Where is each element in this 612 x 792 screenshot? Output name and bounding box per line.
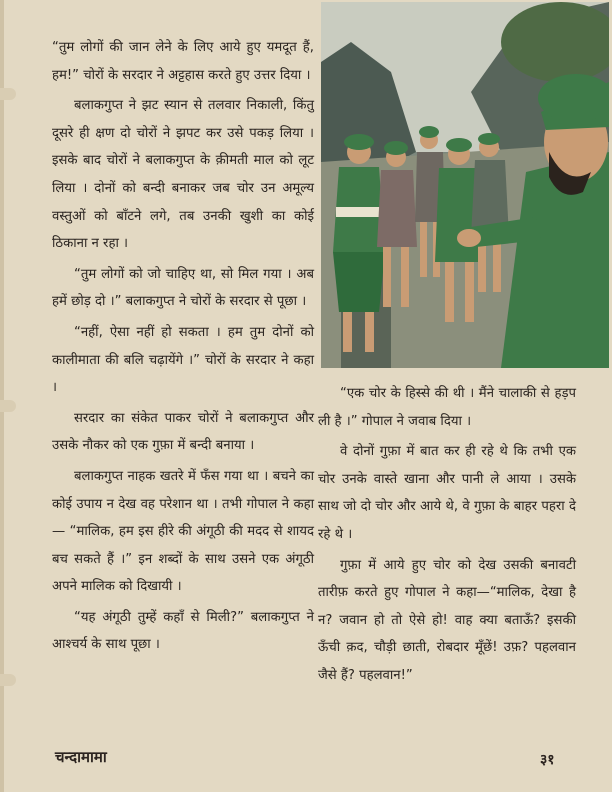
story-paragraph: “तुम लोगों को जो चाहिए था, सो मिल गया । अब हमें छोड़ दो ।” बलाकगुप्त ने चोरों के सरदार से पूछा । xyxy=(52,266,314,310)
page-number: ३१ xyxy=(540,752,555,768)
story-paragraph: “यह अंगूठी तुम्हें कहाँ से मिली?” बलाकगुप्त ने आश्चर्य के साथ पूछा । xyxy=(52,609,314,653)
story-paragraph: वे दोनों गुफ़ा में बात कर ही रहे थे कि तभी एक चोर उनके वास्ते खाना और पानी ले आया । उसके साथ जो दो चोर और आये थे, वे गुफ़ा के बाहर पहरा दे रहे थे । xyxy=(318,444,576,542)
story-paragraph: बलाकगुप्त ने झट स्यान से तलवार निकाली, किंतु दूसरे ही क्षण दो चोरों ने झपट कर उसे पकड़ लिया । इसके बाद चोरों ने बलाकगुप्त के क़ीमती माल को लूट लिया । दोनों को बन्दी बनाकर जब चोर उन अमूल्य वस्तुओं को बाँटने लगे, तब उनकी खुशी का कोई ठिकाना न रहा । xyxy=(52,98,314,252)
story-paragraph: गुफ़ा में आये हुए चोर को देख उसकी बनावटी तारीफ़ करते हुए गोपाल ने कहा—“मालिक, देखा है न? जवान हो तो ऐसे हो! वाह क्या बताऊँ? इसकी ऊँची क़द, चौड़ी छाती, रोबदार मूँछें! उफ़? पहलवान जैसे हैं? पहलवान!” xyxy=(318,557,576,683)
story-paragraph: बलाकगुप्त नाहक खतरे में फँस गया था । बचने का कोई उपाय न देख वह परेशान था । तभी गोपाल ने कहा— “मालिक, हम इस हीरे की अंगूठी की मदद से शायद बच सकते हैं ।” इन शब्दों के साथ उसने एक अंगूठी अपने मालिक को दिखायी । xyxy=(52,468,314,595)
left-text-column xyxy=(52,34,314,662)
story-paragraph: “तुम लोगों की जान लेने के लिए आये हुए यमदूत हैं, हम!” चोरों के सरदार ने अट्टहास करते हुए उत्तर दिया । xyxy=(52,40,314,83)
binding-hole xyxy=(0,400,16,412)
story-paragraph: “नहीं, ऐसा नहीं हो सकता । हम तुम दोनों को कालीमाता की बलि चढ़ायेंगे ।” चोरों के सरदार ने कहा । xyxy=(52,324,314,396)
bandits-scene-image xyxy=(321,2,609,368)
story-paragraph: सरदार का संकेत पाकर चोरों ने बलाकगुप्त और उसके नौकर को एक गुफ़ा में बन्दी बनाया । xyxy=(52,410,314,454)
magazine-name: चन्दामामा xyxy=(55,748,107,766)
story-paragraph: “एक चोर के हिस्से की थी । मैंने चालाकी से हड़प ली है ।” गोपाल ने जवाब दिया । xyxy=(318,386,576,429)
right-text-column xyxy=(318,380,576,693)
binding-hole xyxy=(0,88,16,100)
story-illustration xyxy=(321,2,609,368)
binding-hole xyxy=(0,674,16,686)
